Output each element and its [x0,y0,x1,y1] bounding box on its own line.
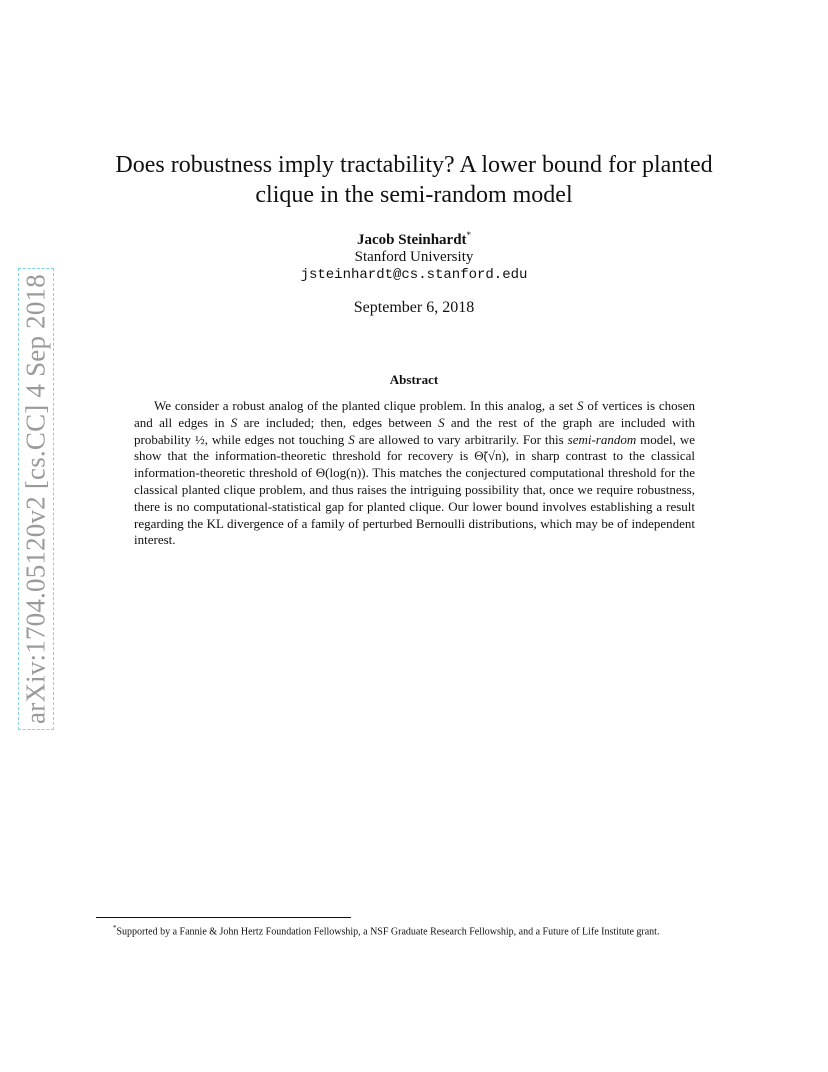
abstract-text: . This matches the conjectured computational threshold for the classical planted clique problem, and thus raises the intriguing possibility that, once we require robustness, there is no computational-statistical gap for planted clique. Our lower bound involves establishing a result regarding the KL divergence of a family of perturbed Bernoulli distributions, which may be of independent interest. [134,465,695,548]
arxiv-stamp [18,268,54,730]
semi-random-term: semi-random [567,431,637,447]
footnote-mark: * [113,924,117,932]
author-name: Jacob Steinhardt [356,232,467,248]
math-S: S [438,414,445,430]
abstract-body [134,398,695,549]
author-affiliation: Stanford University [354,249,474,265]
math-theta-sqrt-n: Θ̃(√n) [474,448,506,464]
paper-date: September 6, 2018 [353,299,475,316]
abstract-text: model, we show that the information-theoretic threshold for recovery is [134,431,696,464]
author-email: jsteinhardt@cs.stanford.edu [300,267,528,283]
abstract-text: , while edges not touching [204,431,349,447]
paper-title: Does robustness imply tractability? A lower bound for planted clique in the semi-random model [115,152,713,208]
abstract-heading: Abstract [389,372,439,387]
author-footnote-mark: * [466,230,472,240]
math-S: S [348,431,355,447]
abstract-text: , in sharp contrast to the classical information-theoretic threshold of [134,448,696,481]
math-one-half: ½ [194,431,205,447]
abstract-text: are allowed to vary arbitrarily. For this [354,431,568,447]
math-S: S [230,414,238,430]
abstract-text: We consider a robust analog of the planted clique problem. In this analog, a set [154,398,577,413]
math-theta-log-n: Θ(log(n)) [315,465,366,481]
abstract-text: and the rest of the graph are included with probability [134,414,695,447]
footnote-rule [96,917,351,918]
author-line [0,230,828,249]
footnote [113,924,659,937]
abstract-text: of vertices is chosen and all edges in [134,398,695,430]
abstract-text: are included; then, edges between [237,414,439,430]
footnote-text: Supported by a Fannie & John Hertz Foundation Fellowship, a NSF Graduate Research Fellowship, and a Future of Life Institute grant. [116,926,660,938]
arxiv-identifier: arXiv:1704.05120v2 [cs.CC] 4 Sep 2018 [20,274,51,724]
math-S: S [577,398,584,413]
